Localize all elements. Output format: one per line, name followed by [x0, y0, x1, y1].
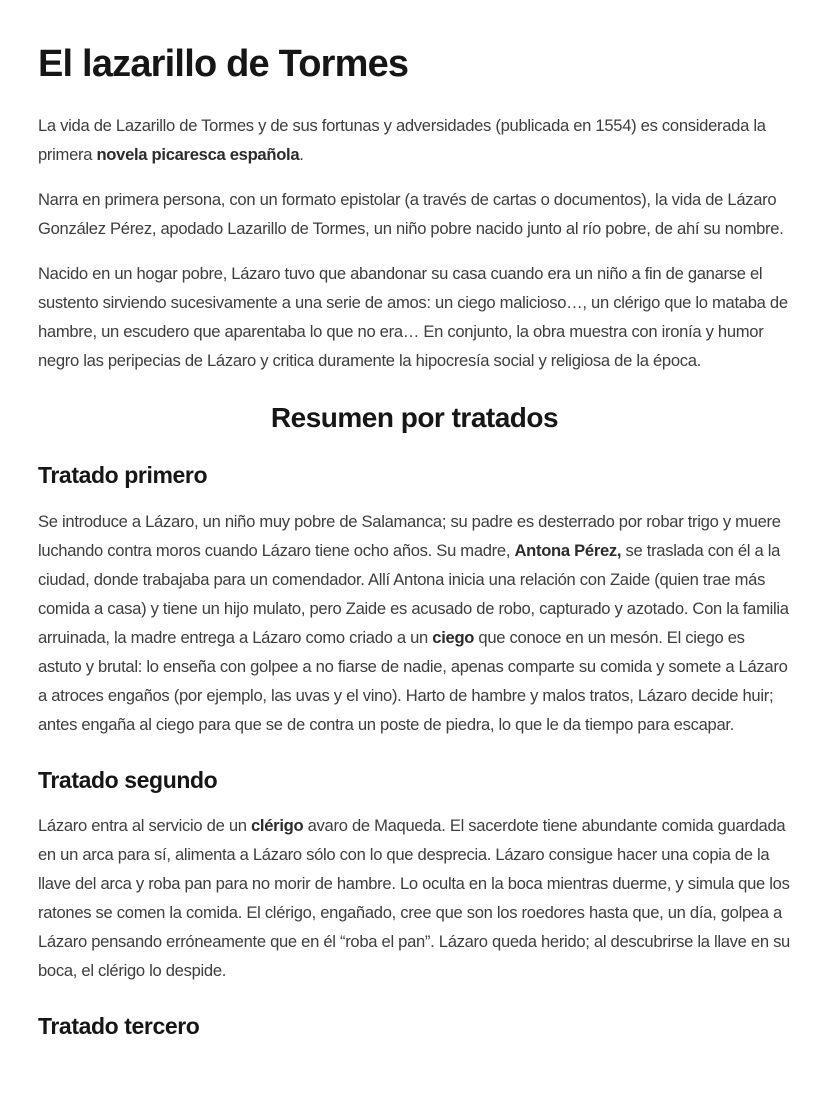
page-title: El lazarillo de Tormes: [38, 43, 409, 85]
bold-text: novela picaresca española: [96, 144, 300, 164]
bold-text: clérigo: [251, 816, 304, 836]
summary-heading: Resumen por tratados: [270, 401, 559, 433]
paragraph: [38, 111, 791, 169]
section-heading: Tratado primero: [38, 462, 208, 489]
sections: [38, 462, 791, 1041]
paragraph: [38, 507, 791, 739]
paragraph: [38, 811, 791, 985]
paragraph: [38, 259, 791, 375]
text-run: .: [299, 144, 304, 164]
intro-paragraphs: [38, 111, 791, 375]
text-run: avaro de Maqueda. El sacerdote tiene abundante comida guardada en un arca para sí, alimenta a Lázaro sólo con lo que desprecia. Lázaro consigue hacer una copia de la llave del arca y roba pan para no morir de hambre. Lo oculta en la boca mientras duerme, y simula que los ratones se comen la comida. El clérigo, engañado, cree que son los roedores hasta que, un día, golpea a Lázaro pensando erróneamente que en él “roba el pan”. Lázaro queda herido; al descubrirse la llave en su boca, el clérigo lo despide.: [38, 816, 790, 981]
text-run: que conoce en un mesón. El ciego es astuto y brutal: lo enseña con golpee a no fiarse de nadie, apenas comparte su comida y somete a Lázaro a atroces engaños (por ejemplo, las uvas y el vino). Harto de hambre y malos tratos, Lázaro decide huir; antes engaña al ciego para que se de contra un poste de piedra, lo que le da tiempo para escapar.: [38, 627, 788, 734]
text-run: Se introduce a Lázaro, un niño muy pobre de Salamanca; su padre es desterrado por robar trigo y muere luchando contra moros cuando Lázaro tiene ocho años. Su madre,: [38, 511, 781, 560]
text-run: La vida de Lazarillo de Tormes y de sus fortunas y adversidades (publicada en 1554) es considerada la primera: [38, 115, 766, 164]
bold-text: Antona Pérez,: [514, 540, 622, 560]
text-run: Narra en primera persona, con un formato epistolar (a través de cartas o documentos), la vida de Lázaro González Pérez, apodado Lazarillo de Tormes, un niño pobre nacido junto al río pobre, de ahí su nombre.: [38, 189, 784, 238]
section-heading: Tratado segundo: [38, 766, 218, 793]
text-run: se traslada con él a la ciudad, donde trabajaba para un comendador. Allí Antona inicia una relación con Zaide (quien trae más comida a casa) y tiene un hijo mulato, pero Zaide es acusado de robo, capturado y azotado. Con la familia arruinada, la madre entrega a Lázaro como criado a un: [38, 540, 789, 647]
bold-text: ciego: [432, 627, 475, 647]
paragraph: [38, 185, 791, 243]
text-run: Nacido en un hogar pobre, Lázaro tuvo que abandonar su casa cuando era un niño a fin de ganarse el sustento sirviendo sucesivamente a una serie de amos: un ciego malicioso…, un clérigo que lo mataba de hambre, un escudero que aparentaba lo que no era… En conjunto, la obra muestra con ironía y humor negro las peripecias de Lázaro y critica duramente la hipocresía social y religiosa de la época.: [38, 263, 788, 370]
text-run: Lázaro entra al servicio de un: [38, 816, 251, 836]
section-heading: Tratado tercero: [38, 1013, 200, 1040]
